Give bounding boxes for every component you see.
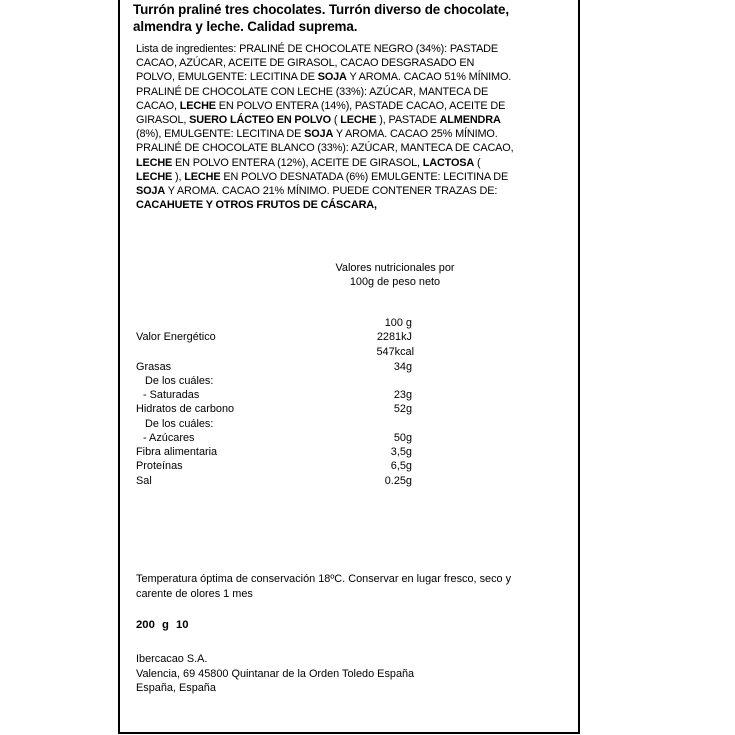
company-info: [136, 652, 414, 696]
nutrition-header-line: Valores nutricionales por: [335, 262, 455, 274]
ingredients-line: [136, 141, 584, 155]
allergen-lactosa: LACTOSA: [422, 156, 475, 169]
ingredients-text: EN POLVO ENTERA (12%), ACEITE DE GIRASOL,: [172, 156, 423, 169]
title-line: almendra y leche. Calidad suprema.: [133, 18, 358, 34]
ingredients-text: Y AROMA. CACAO 51% MÍNIMO.: [346, 71, 512, 84]
storage-instructions: [136, 572, 576, 601]
ingredients-text: ), PASTADE: [376, 113, 440, 126]
protein-label: Proteínas: [136, 460, 183, 472]
protein-value: 6,5g: [390, 460, 412, 472]
product-title: [133, 2, 585, 35]
salt-value: 0.25g: [384, 475, 412, 487]
energy-label: Valor Energético: [136, 331, 216, 343]
ingredients-line: [136, 184, 584, 198]
of-which-label: De los cuáles:: [145, 418, 214, 430]
allergen-soja: SOJA: [317, 71, 347, 84]
ingredients-text: Lista de ingredientes: PRALINÉ DE CHOCOLATE NEGRO (34%): PASTADE: [136, 43, 499, 55]
fibre-label: Fibra alimentaria: [136, 446, 218, 458]
allergen-leche: LECHE: [184, 170, 221, 183]
ingredients-line: [136, 170, 584, 184]
energy-kj: 2281kJ: [376, 331, 412, 343]
ingredients-text: EN POLVO DESNATADA (6%) EMULGENTE: LECITINA DE: [220, 170, 509, 183]
ingredients-line: [136, 198, 584, 212]
ingredients-text: POLVO, EMULGENTE: LECITINA DE: [136, 71, 318, 84]
ingredients-text: Y AROMA. CACAO 21% MÍNIMO. PUEDE CONTENER TRAZAS DE:: [165, 184, 498, 197]
ingredients-text: CACAO, AZÚCAR, ACEITE DE GIRASOL, CACAO DESGRASADO EN: [136, 57, 475, 70]
of-which-label: De los cuáles:: [145, 375, 214, 387]
allergen-soja: SOJA: [136, 184, 166, 197]
title-line: Turrón praliné tres chocolates. Turrón diverso de chocolate,: [133, 2, 509, 17]
company-address: Valencia, 69 45800 Quintanar de la Orden Toledo España: [136, 667, 415, 680]
ingredients-text: (: [331, 113, 341, 126]
ingredients-line: [136, 113, 584, 127]
company-country: España, España: [136, 682, 216, 694]
ingredients-line: [136, 127, 584, 141]
ingredients-line: [136, 99, 584, 113]
net-weight: 200 g 10: [136, 619, 189, 631]
ingredients-list: [136, 42, 584, 212]
ingredients-line: [136, 42, 584, 56]
ingredients-line: [136, 85, 584, 99]
allergen-suero: SUERO LÁCTEO EN POLVO: [189, 113, 331, 126]
sugars-value: 50g: [393, 432, 412, 444]
storage-line: carente de olores 1 mes: [136, 587, 253, 600]
ingredients-line: [136, 70, 584, 84]
sugars-label: - Azúcares: [143, 432, 195, 444]
saturated-label: - Saturadas: [143, 389, 200, 401]
fibre-value: 3,5g: [390, 446, 412, 458]
ingredients-text: GIRASOL,: [136, 113, 190, 126]
carbs-label: Hidratos de carbono: [136, 403, 235, 415]
saturated-value: 23g: [393, 389, 412, 401]
ingredients-text: PRALINÉ DE CHOCOLATE BLANCO (33%): AZÚCAR, MANTECA DE CACAO,: [136, 142, 514, 155]
ingredients-line: [136, 56, 584, 70]
allergen-leche: LECHE: [136, 156, 173, 169]
salt-label: Sal: [136, 475, 152, 487]
ingredients-text: (: [474, 156, 481, 169]
storage-line: Temperatura óptima de conservación 18ºC. Conservar en lugar fresco, seco y: [136, 573, 512, 585]
allergen-leche: LECHE: [136, 170, 173, 183]
ingredients-text: (8%), EMULGENTE: LECITINA DE: [136, 128, 305, 141]
fat-value: 34g: [393, 361, 412, 373]
company-name: Ibercacao S.A.: [136, 653, 208, 665]
ingredients-text: CACAO,: [136, 99, 180, 112]
ingredients-text: EN POLVO ENTERA (14%), PASTADE CACAO, ACEITE DE: [215, 99, 506, 112]
ingredients-text: Y AROMA. CACAO 25% MÍNIMO.: [333, 128, 498, 141]
carbs-value: 52g: [393, 403, 412, 415]
allergen-leche: LECHE: [179, 99, 216, 112]
fat-label: Grasas: [136, 361, 172, 373]
allergen-almendra: ALMENDRA: [439, 113, 501, 126]
energy-kcal: 547kcal: [376, 346, 414, 358]
nutrition-header: [300, 261, 490, 290]
allergen-traces: CACAHUETE Y OTROS FRUTOS DE CÁSCARA,: [136, 199, 377, 212]
ingredients-text: ),: [172, 170, 185, 183]
nutrition-column-header: 100 g: [384, 317, 412, 329]
nutrition-header-line: 100g de peso neto: [349, 276, 441, 289]
ingredients-line: [136, 156, 584, 170]
allergen-soja: SOJA: [304, 128, 334, 141]
allergen-leche: LECHE: [340, 113, 377, 126]
ingredients-text: PRALINÉ DE CHOCOLATE CON LECHE (33%): AZÚCAR, MANTECA DE: [136, 85, 489, 98]
